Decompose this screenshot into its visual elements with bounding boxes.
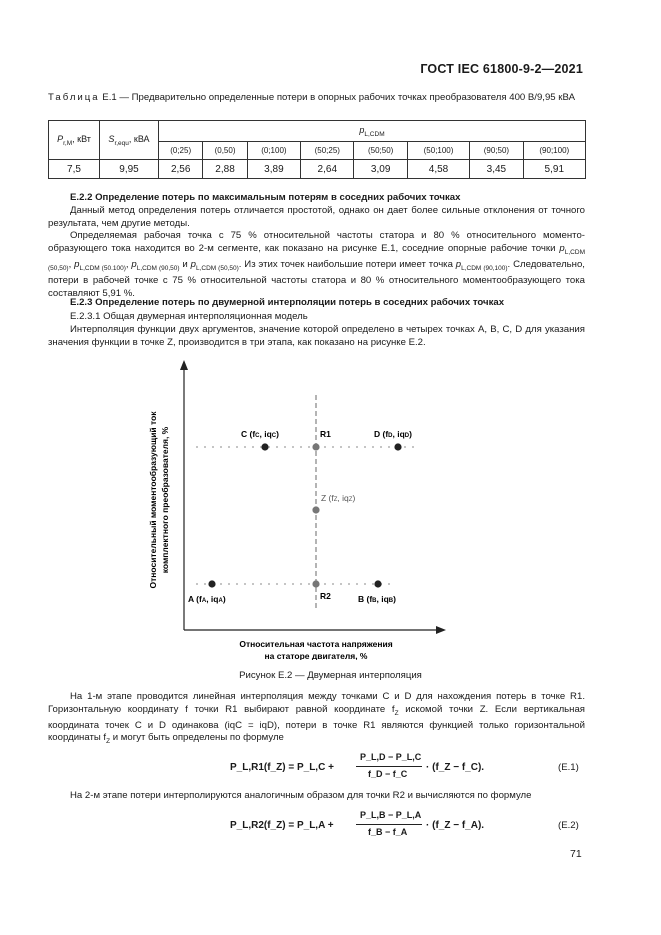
header-pl-cdm: $p_{L,CDM}$ [159,121,586,142]
label-z: Z (fZ, iqZ) [321,493,356,503]
x-axis-label-line1: Относительная частота напряжения [239,639,393,649]
label-a: A (fA, iqA) [188,594,226,604]
figure-caption: Рисунок Е.2 — Двумерная интерполяция [239,670,422,681]
point-header: (0,50) [203,142,247,160]
value-cell: 3,89 [247,160,300,179]
point-c [261,443,268,450]
section-e23-title: Е.2.3 Определение потерь по двумерной интерполяции потерь в соседних рабочих точках [70,297,505,308]
losses-table [48,120,586,179]
interpolation-figure [140,360,460,660]
table-caption-prefix: Таблица [48,92,100,103]
value-cell: 2,56 [159,160,203,179]
y-axis-arrow [180,360,188,370]
point-a [208,580,215,587]
section-e22-p1: Данный метод определения потерь отличается простотой, однако он дает более сильные отклонения от точного результата, чем другие методы. [48,205,585,229]
point-header: (50;100) [407,142,469,160]
y-axis-label-line1: Относительный моментообразующий ток [148,411,158,589]
label-d: D (fD, iqD) [374,429,412,439]
label-b: B (fB, iqB) [358,594,396,604]
value-p-rm: 7,5 [49,160,100,179]
point-header: (90;100) [523,142,585,160]
equation-number-e1: (E.1) [558,762,579,773]
point-d [394,443,401,450]
point-header: (0;25) [159,142,203,160]
section-e22-title: Е.2.2 Определение потерь по максимальным потерям в соседних рабочих точках [70,192,461,203]
section-e23-p1: Интерполяция функции двух аргументов, значение которой определено в четырех точках A, B, C, D для указания значения функции в точке Z, производится в три этапа, как показано на рисунке Е.2. [48,324,585,348]
page-number: 71 [570,848,582,860]
point-b [374,580,381,587]
equation-number-e2: (E.2) [558,820,579,831]
value-cell: 5,91 [523,160,585,179]
body-p1: На 1-м этапе проводится линейная интерполяция между точками C и D для нахождения потерь в точке R1. Горизонтальную координату f точки R1 выбирают равной координате $f_Z$ искомой точки Z. Если вертикальная координата точек C и D одинакова (iqC = iqD), потери в точке R1 являются функцией только горизонтальной координаты $f_Z$ и могут быть определены по формуле [48,691,586,746]
value-cell: 2,88 [203,160,247,179]
x-axis-label-line2: на статоре двигателя, % [264,651,368,660]
label-r1: R1 [320,429,331,439]
label-c: C (fC, iqC) [241,429,279,439]
x-axis-arrow [436,626,446,634]
value-cell: 3,09 [354,160,407,179]
section-e231-title: Е.2.3.1 Общая двумерная интерполяционная модель [70,311,308,322]
header-s-equ: $S_{r,equ}$, кВА [100,121,159,160]
point-header: (50;50) [354,142,407,160]
table-caption-text: Е.1 — Предварительно определенные потери в опорных рабочих точках преобразователя 400 В/9,95 кВА [102,92,575,103]
table-caption [48,92,588,105]
point-header: (0;100) [247,142,300,160]
value-cell: 3,45 [470,160,523,179]
point-r2 [312,580,319,587]
point-header: (50;25) [301,142,354,160]
value-cell: 2,64 [301,160,354,179]
point-z [312,506,319,513]
label-r2: R2 [320,591,331,601]
point-header: (90;50) [470,142,523,160]
body-p2: На 2-м этапе потери интерполируются аналогичным образом для точки R2 и вычисляются по формуле [70,790,532,801]
section-e22-p2: Определяемая рабочая точка с 75 % относительной частоты статора и 80 % относительного моменто-образующего тока находится во 2-м сегменте, как показано на рисунке Е.1, соседние опорные рабочие точки $p_{L,CDM (50,50)}$, $p_{L,CDM (50.100)}$, $p_{L,CDM (90,50)}$ и $p_{L,CDM (50,50)}$. Из этих точек наибольшие потери имеет точка $p_{L,CDM (90,100)}$. Следовательно, потери в рабочей точке с 75 % относительной частоты статора и 80 % относительного моментообразующего тока составляют 5,91 %. [48,230,585,299]
value-cell: 4,58 [407,160,469,179]
y-axis-label-line2: комплектного преобразователя, % [160,426,170,574]
header-p-rm: $P_{r,M}$, кВт [49,121,100,160]
standard-header: ГОСТ IEC 61800-9-2—2021 [420,62,583,76]
value-s: 9,95 [100,160,159,179]
point-r1 [312,443,319,450]
